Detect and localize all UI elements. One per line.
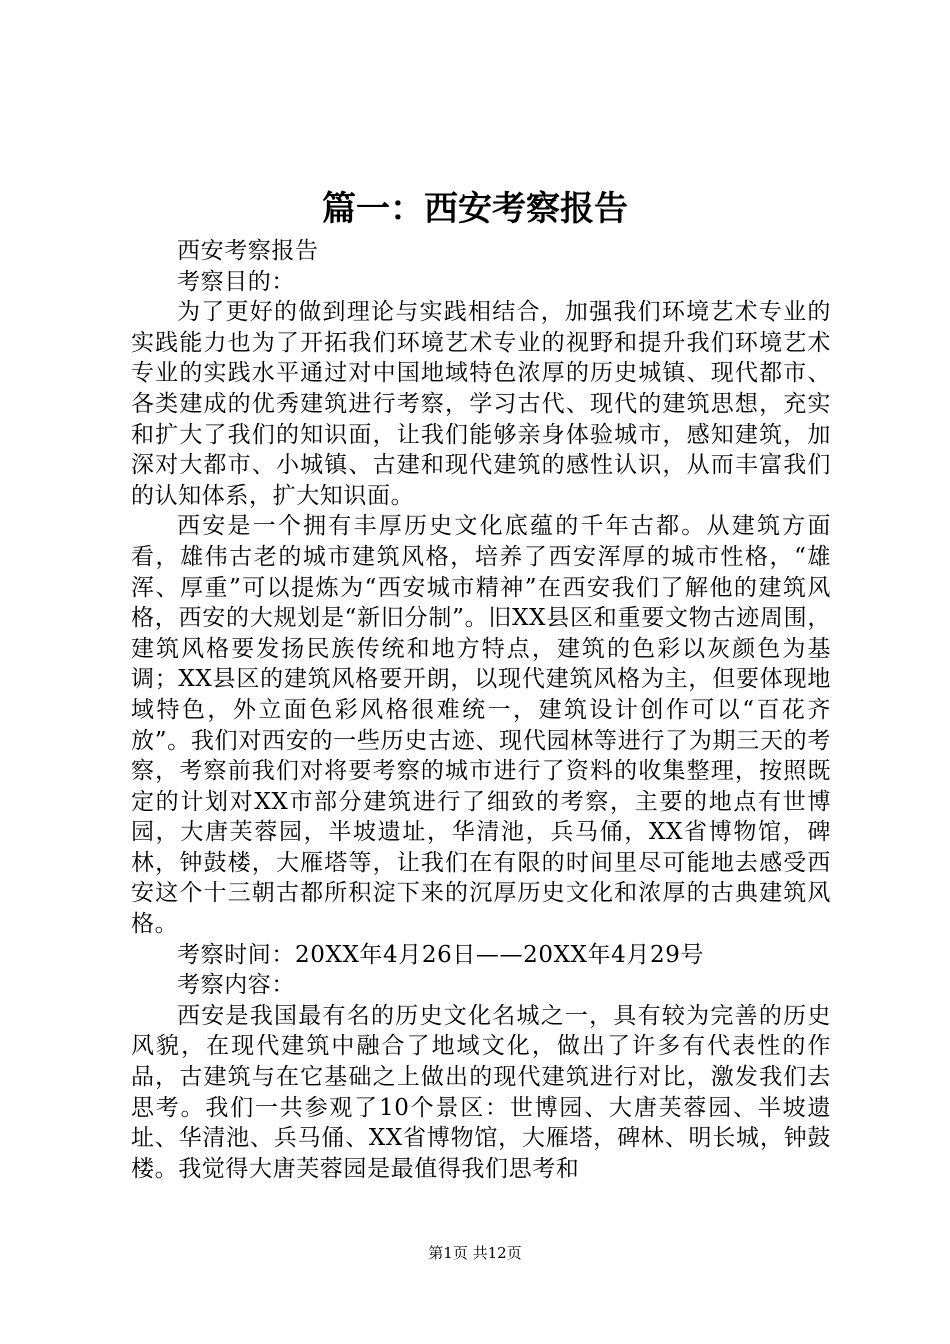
paragraph-content: 西安是我国最有名的历史文化名城之一，具有较为完善的历史风貌，在现代建筑中融合了地域文化，做出了许多有代表性的作品，古建筑与在它基础之上做出的现代建筑进行对比，激发我们去思考。我们一共参观了10个景区：世博园、大唐芙蓉园、半坡遗址、华清池、兵马俑、XX省博物馆，大雁塔，碑林、明长城，钟鼓楼。我觉得大唐芙蓉园是最值得我们思考和	[131, 1002, 831, 1182]
section-heading-content: 考察内容：	[177, 972, 295, 999]
page-footer: 第1页 共12页	[428, 1244, 522, 1262]
document-body	[131, 236, 831, 1184]
section-heading-purpose: 考察目的：	[177, 268, 295, 295]
section-heading-time: 考察时间：20XX年4月26日——20XX年4月29号	[177, 941, 705, 968]
paragraph-purpose: 为了更好的做到理论与实践相结合，加强我们环境艺术专业的实践能力也为了开拓我们环境艺术专业的视野和提升我们环境艺术专业的实践水平通过对中国地域特色浓厚的历史城镇、现代都市、各类建成的优秀建筑进行考察，学习古代、现代的建筑思想，充实和扩大了我们的知识面，让我们能够亲身体验城市，感知建筑，加深对大都市、小城镇、古建和现代建筑的感性认识，从而丰富我们的认知体系，扩大知识面。	[131, 299, 831, 509]
document-title: 篇一：西安考察报告	[322, 189, 628, 229]
paragraph-xian-overview: 西安是一个拥有丰厚历史文化底蕴的千年古都。从建筑方面看，雄伟古老的城市建筑风格，培养了西安浑厚的城市性格，“雄浑、厚重”可以提炼为“西安城市精神”在西安我们了解他的建筑风格，西安的大规划是“新旧分制”。旧XX县区和重要文物古迹周围，建筑风格要发扬民族传统和地方特点，建筑的色彩以灰颜色为基调；XX县区的建筑风格要开朗，以现代建筑风格为主，但要体现地域特色，外立面色彩风格很难统一，建筑设计创作可以“百花齐放”。我们对西安的一些历史古迹、现代园林等进行了为期三天的考察，考察前我们对将要考察的城市进行了资料的收集整理，按照既定的计划对XX市部分建筑进行了细致的考察，主要的地点有世博园，大唐芙蓉园，半坡遗址，华清池，兵马俑，XX省博物馆，碑林，钟鼓楼，大雁塔等，让我们在有限的时间里尽可能地去感受西安这个十三朝古都所积淀下来的沉厚历史文化和浓厚的古典建筑风格。	[131, 513, 831, 938]
subtitle-line: 西安考察报告	[177, 238, 319, 264]
